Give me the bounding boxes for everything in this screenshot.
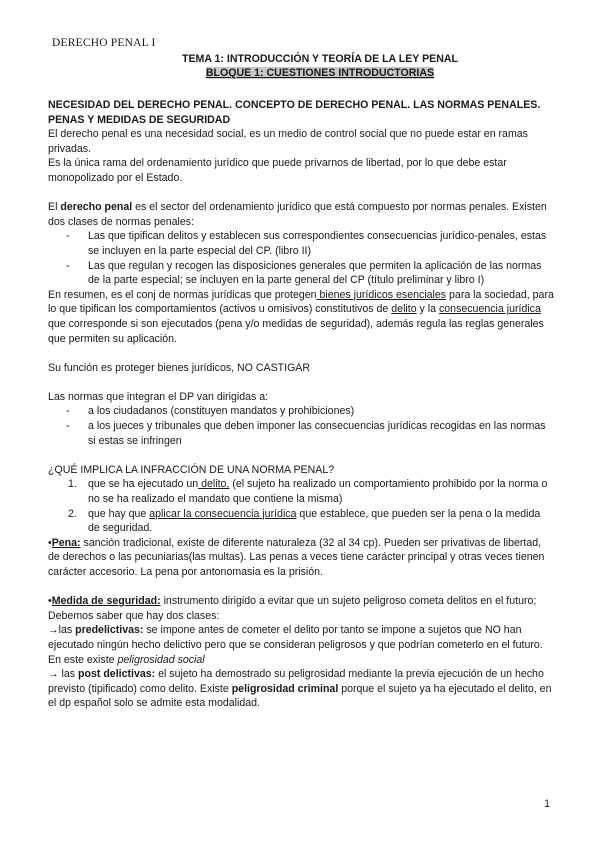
paragraph: →las predelictivas: se impone antes de cometer el delito por tanto se impone a sujetos que NO han ejecutado ningún hecho delictivo pero que se consideran peligrosos y que podrían cometerlo en el futuro. En este existe peligrosidad social: [48, 624, 543, 666]
paragraph: En resumen, es el conj de normas jurídicas que protegen bienes jurídicos esenciales para la sociedad, para lo que tipifican los comportamientos (activos u omisivos) constitutivos de delito y la consecuencia jurídica que corresponde si son ejecutados (pena y/o medidas de seguridad), además regula las reglas generales que permiten su aplicación.: [48, 288, 554, 345]
paragraph: El derecho penal es una necesidad social, es un medio de control social que no puede estar en ramas privadas.: [48, 128, 528, 155]
list-item: - Las que tipifican delitos y establecen sus correspondientes consecuencias jurídico-penales, estas se incluyen en la parte especial del CP. (libro II): [48, 229, 554, 258]
page-number: 1: [544, 798, 550, 810]
paragraph: → las post delictivas: el sujeto ha demostrado su peligrosidad mediante la previa ejecución de un hecho previsto (tipificado) como delito. Existe peligrosidad criminal porque el sujeto ya ha ejecutado el delito, en el dp español solo se admite esta modalidad.: [48, 668, 552, 710]
block-title-row: [0, 67, 600, 81]
block-title: BLOQUE 1: CUESTIONES INTRODUCTORIAS: [205, 66, 435, 79]
title-block: [0, 53, 600, 80]
paragraph: Su función es proteger bienes jurídicos, NO CASTIGAR: [48, 361, 311, 374]
term-pena: Pena:: [51, 536, 81, 549]
section-heading: NECESIDAD DEL DERECHO PENAL. CONCEPTO DE DERECHO PENAL. LAS NORMAS PENALES. PENAS Y MEDIDAS DE SEGURIDAD: [48, 99, 541, 126]
term-medida-seguridad: Medida de seguridad:: [51, 595, 161, 608]
list-item: 1. que se ha ejecutado un delito, (el sujeto ha realizado un comportamiento prohibido por la norma o no se ha realizado el mandato que contiene la misma): [68, 478, 548, 506]
topic-title: TEMA 1: INTRODUCCIÓN Y TEORÍA DE LA LEY PENAL: [181, 53, 459, 65]
list-item: 2. que hay que aplicar la consecuencia jurídica que establece, que pueden ser la pena o la medida de seguridad.: [68, 507, 541, 535]
infraction-list: [48, 477, 554, 535]
paragraph: El derecho penal es el sector del ordenamiento jurídico que está compuesto por normas penales. Existen dos clases de normas penales:: [48, 201, 547, 228]
list-item: - a los ciudadanos (constituyen mandatos y prohibiciones): [48, 404, 554, 419]
addressees-list: [48, 404, 554, 448]
list-item: - a los jueces y tribunales que deben imponer las consecuencias jurídicas recogidas en las normas si estas se infringen: [48, 419, 554, 448]
paragraph: •Pena: sanción tradicional, existe de diferente naturaleza (32 al 34 cp). Pueden ser privativas de libertad, de derechos o las pecuniarias(las multas). Las penas a veces tiene carácter principal y otras veces tienen carácter accesorio. La pena por antonomasia es la prisión.: [48, 536, 545, 578]
section-question: ¿QUÉ IMPLICA LA INFRACCIÓN DE UNA NORMA PENAL?: [48, 463, 335, 476]
term-derecho-penal: derecho penal: [60, 201, 133, 214]
running-header: DERECHO PENAL I: [52, 37, 156, 49]
paragraph: Es la única rama del ordenamiento jurídico que puede privarnos de libertad, por lo que debe estar monopolizado por el Estado.: [48, 157, 507, 184]
document-body: [48, 98, 554, 711]
norm-types-list: [48, 229, 554, 287]
paragraph: Debemos saber que hay dos clases:: [48, 609, 220, 622]
paragraph: Las normas que integran el DP van dirigidas a:: [48, 390, 269, 403]
paragraph: •Medida de seguridad: instrumento dirigido a evitar que un sujeto peligroso cometa delitos en el futuro;: [48, 595, 537, 608]
list-item: - Las que regulan y recogen las disposiciones generales que permiten la aplicación de las normas de la parte especial; se incluyen en la parte general del CP (título preliminar y libro I): [48, 259, 554, 288]
